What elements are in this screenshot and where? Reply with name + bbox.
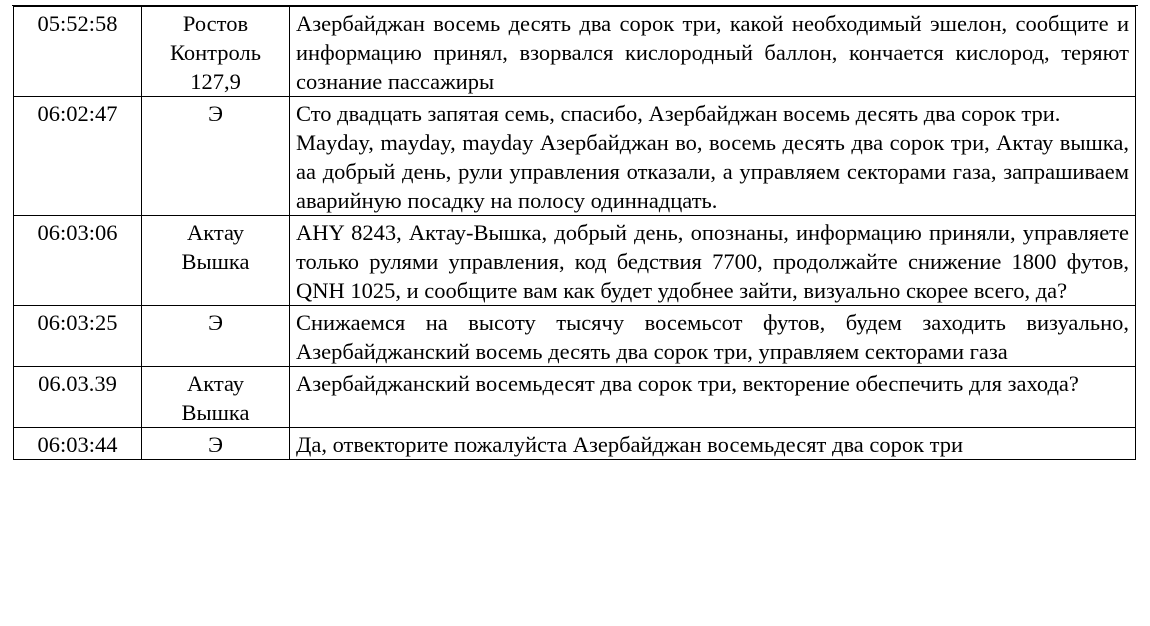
message-paragraph: Азербайджанский восемьдесят два сорок три, векторение обеспечить для захода? xyxy=(296,371,1079,396)
timestamp-cell: 06.03.39 xyxy=(14,367,142,428)
speaker-cell: Э xyxy=(142,306,290,367)
message-paragraph: AHY 8243, Актау-Вышка, добрый день, опознаны, информацию приняли, управляете только рулями управления, код бедствия 7700, продолжайте снижение 1800 футов, QNH 1025, и сообщите вам как будет удобнее зайти, визуально скорее всего, да? xyxy=(296,220,1129,303)
message-cell xyxy=(290,428,1136,460)
speaker-cell: Актау Вышка xyxy=(142,216,290,306)
transcript-body xyxy=(14,7,1136,460)
table-row xyxy=(14,428,1136,460)
message-cell xyxy=(290,306,1136,367)
table-row xyxy=(14,306,1136,367)
timestamp-cell: 05:52:58 xyxy=(14,7,142,97)
speaker-cell: Э xyxy=(142,428,290,460)
message-paragraph: Да, отвекторите пожалуйста Азербайджан восемьдесят два сорок три xyxy=(296,432,964,457)
message-cell xyxy=(290,7,1136,97)
message-paragraph: Снижаемся на высоту тысячу восемьсот футов, будем заходить визуально, Азербайджанский восемь десять два сорок три, управляем секторами газа xyxy=(296,310,1129,364)
timestamp-cell: 06:03:06 xyxy=(14,216,142,306)
message-cell xyxy=(290,97,1136,216)
message-paragraph: Mayday, mayday, mayday Азербайджан во, восемь десять два сорок три, Актау вышка, аа добрый день, рули управления отказали, а управляем секторами газа, запрашиваем аварийную посадку на полосу одиннадцать. xyxy=(296,130,1129,213)
timestamp-cell: 06:03:44 xyxy=(14,428,142,460)
table-row xyxy=(14,367,1136,428)
speaker-cell: Ростов Контроль 127,9 xyxy=(142,7,290,97)
message-paragraph: Сто двадцать запятая семь, спасибо, Азербайджан восемь десять два сорок три. xyxy=(296,101,1061,126)
table-row xyxy=(14,7,1136,97)
table-row xyxy=(14,216,1136,306)
speaker-cell: Э xyxy=(142,97,290,216)
table-row xyxy=(14,97,1136,216)
timestamp-cell: 06:03:25 xyxy=(14,306,142,367)
speaker-cell: Актау Вышка xyxy=(142,367,290,428)
timestamp-cell: 06:02:47 xyxy=(14,97,142,216)
message-cell xyxy=(290,216,1136,306)
message-cell xyxy=(290,367,1136,428)
transcript-table xyxy=(13,6,1136,460)
message-paragraph: Азербайджан восемь десять два сорок три, какой необходимый эшелон, сообщите и информацию принял, взорвался кислородный баллон, кончается кислород, теряют сознание пассажиры xyxy=(296,11,1129,94)
